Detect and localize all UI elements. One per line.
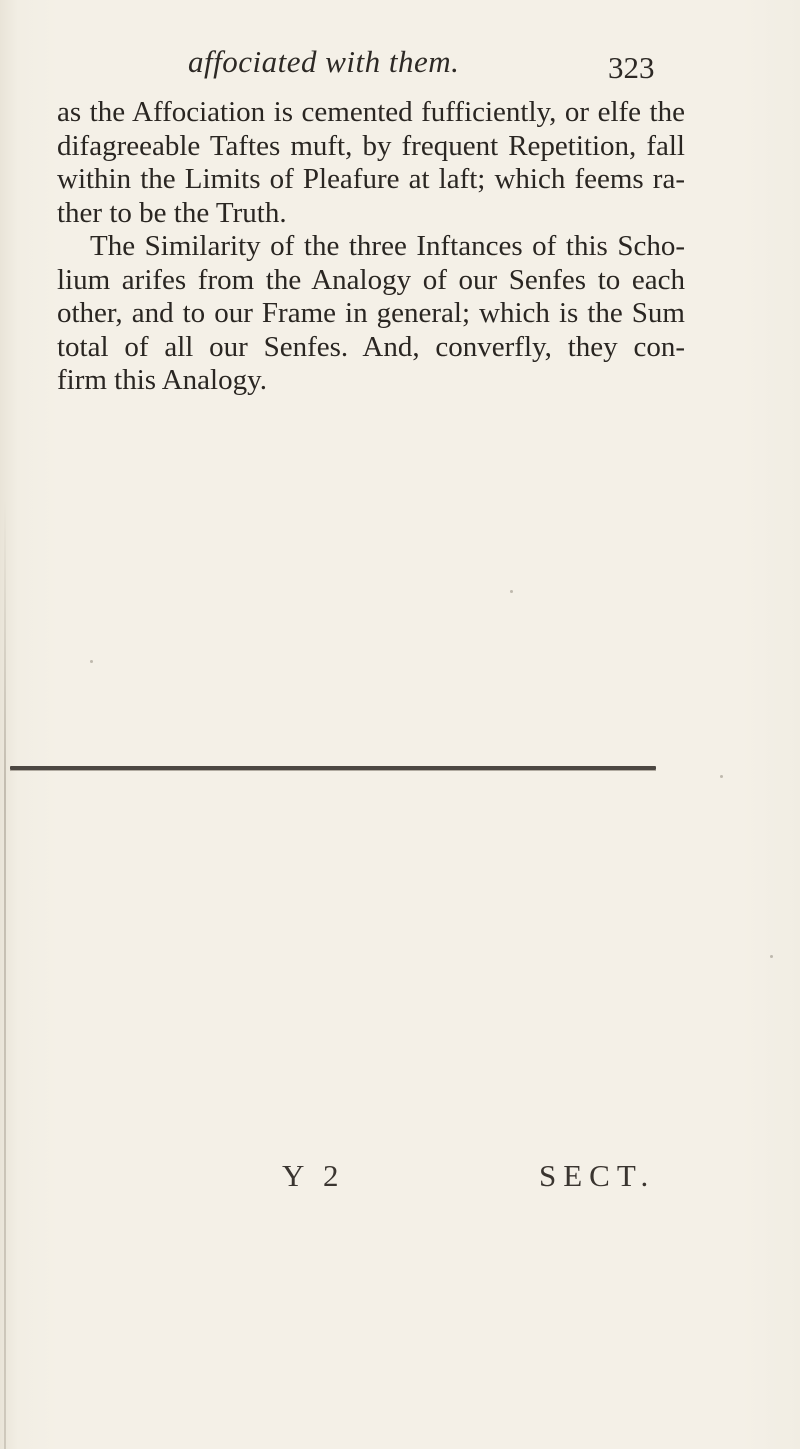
page-gutter-shadow	[4, 500, 6, 1449]
text-line: as the Affociation is cemented fufficiently, or elfe the	[57, 96, 685, 128]
text-line: difagreeable Taftes muft, by frequent Repetition, fall	[57, 129, 685, 162]
page-number: 323	[608, 50, 655, 85]
section-rule-shadow	[10, 770, 656, 771]
text-line: The Similarity of the three Inftances of this Scho-	[90, 230, 685, 262]
paper-speck	[90, 660, 93, 663]
text-line: firm this Analogy.	[57, 364, 267, 396]
signature-mark: Y 2	[282, 1158, 345, 1193]
text-line: lium arifes from the Analogy of our Senfes to each	[57, 263, 685, 296]
paper-speck	[510, 590, 513, 593]
paper-speck	[770, 955, 773, 958]
body-text	[57, 96, 685, 398]
text-line: ther to be the Truth.	[57, 196, 287, 229]
running-title: affociated with them.	[188, 44, 460, 79]
text-line: within the Limits of Pleafure at laft; which feems ra-	[57, 163, 685, 195]
catchword: SECT.	[539, 1158, 656, 1193]
running-head	[0, 44, 800, 94]
text-line: other, and to our Frame in general; which is the Sum	[57, 297, 685, 329]
text-line: total of all our Senfes. And, converfly, they con-	[57, 330, 685, 363]
paper-speck	[720, 775, 723, 778]
